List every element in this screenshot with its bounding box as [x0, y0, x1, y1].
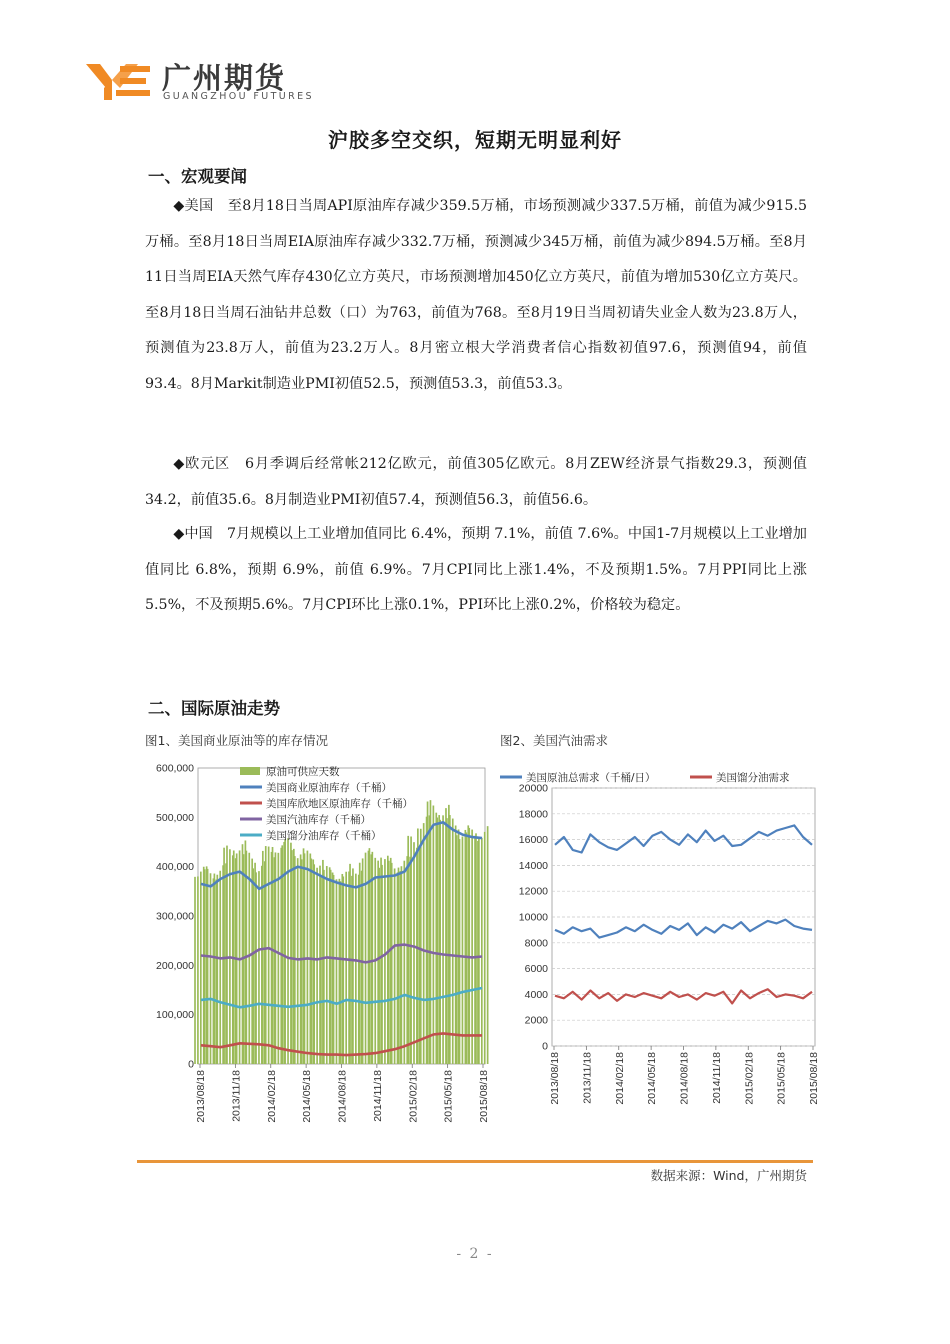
- bar: [478, 839, 480, 1064]
- bar: [378, 868, 380, 1064]
- bar: [401, 866, 403, 1064]
- section-heading-crude: 二、国际原油走势: [148, 699, 280, 718]
- bar: [336, 879, 338, 1064]
- bar: [200, 872, 202, 1064]
- bar: [381, 865, 383, 1064]
- x-tick-label: 2015/02/18: [407, 1070, 420, 1123]
- bar: [342, 876, 344, 1064]
- y-tick-label: 0: [542, 1040, 548, 1053]
- bar: [484, 832, 486, 1064]
- y-tick-label: 600,000: [156, 762, 194, 775]
- x-tick-label: 2014/11/18: [371, 1070, 384, 1122]
- bar: [345, 872, 347, 1064]
- bar: [475, 833, 477, 1064]
- y-tick-label: 14000: [518, 859, 548, 872]
- bar: [446, 818, 448, 1064]
- legend-label: 美国馏分油需求: [716, 772, 790, 784]
- bar: [316, 868, 318, 1064]
- bar: [442, 815, 444, 1064]
- x-tick-label: 2015/02/18: [743, 1052, 756, 1105]
- bar: [301, 859, 303, 1064]
- bar: [204, 869, 206, 1064]
- bar: [214, 874, 216, 1064]
- x-tick-label: 2015/05/18: [442, 1070, 455, 1123]
- bar: [481, 838, 483, 1064]
- x-tick-label: 2013/11/18: [230, 1070, 243, 1122]
- paragraph-us: ◆美国 至8月18日当周API原油库存减少359.5万桶，市场预测减少337.5万桶，前值为减少915.5万桶。至8月18日当周EIA原油库存减少332.7万桶，预测减少345万桶，前值为减少894.5万桶。至8月11日当周EIA天然气库存430亿立方英尺，市场预测增加450亿立方英尺，前值为增加530亿立方英尺。至8月18日当周石油钻井总数（口）为763，前值为768。至8月19日当周初请失业金人数为23.8万人，预测值为23.8万人，前值为23.2万人。8月密立根大学消费者信心指数初值97.6，预测值94，前值93.4。8月Markit制造业PMI初值52.5，预测值53.3，前值53.3。: [145, 198, 807, 392]
- bar: [420, 829, 422, 1064]
- series-line: [555, 825, 812, 852]
- bar: [468, 828, 470, 1064]
- bar: [449, 815, 451, 1064]
- bar: [226, 846, 228, 1064]
- bar: [352, 868, 354, 1064]
- figure1-caption: 图1、美国商业原油等的库存情况: [145, 733, 328, 748]
- bar: [277, 853, 279, 1064]
- x-tick-label: 2014/02/18: [613, 1052, 626, 1105]
- legend-label: 美国馏分油库存（千桶）: [266, 830, 382, 842]
- bar: [265, 846, 267, 1064]
- bar: [326, 866, 328, 1064]
- bar: [197, 876, 199, 1064]
- bar: [436, 818, 438, 1064]
- x-tick-label: 2013/11/18: [581, 1052, 594, 1104]
- x-tick-label: 2014/05/18: [646, 1052, 659, 1105]
- bar: [394, 868, 396, 1064]
- legend-label: 美国库欣地区原油库存（千桶）: [266, 798, 413, 810]
- y-tick-label: 300,000: [156, 910, 194, 923]
- bar: [297, 858, 299, 1064]
- legend-label: 美国商业原油库存（千桶）: [266, 782, 392, 794]
- bar: [371, 852, 373, 1064]
- bar: [333, 875, 335, 1064]
- y-tick-label: 4000: [524, 988, 548, 1001]
- bar: [320, 875, 322, 1064]
- legend-label: 美国原油总需求（千桶/日）: [526, 772, 656, 784]
- y-tick-label: 12000: [518, 885, 548, 898]
- y-tick-label: 0: [188, 1058, 194, 1071]
- x-tick-label: 2015/05/18: [775, 1052, 788, 1105]
- bar: [384, 859, 386, 1064]
- bar: [487, 826, 489, 1064]
- x-tick-label: 2014/11/18: [710, 1052, 723, 1104]
- bar: [462, 837, 464, 1064]
- bar: [258, 871, 260, 1064]
- bar: [413, 842, 415, 1064]
- brand-name-en: GUANGZHOU FUTURES: [163, 91, 314, 102]
- y-tick-label: 16000: [518, 834, 548, 847]
- company-logo-icon: [86, 58, 156, 102]
- bar: [210, 873, 212, 1064]
- x-tick-label: 2015/08/18: [808, 1052, 820, 1105]
- bar: [216, 875, 218, 1064]
- x-tick-label: 2015/08/18: [478, 1070, 490, 1123]
- bar: [223, 848, 225, 1064]
- y-tick-label: 500,000: [156, 811, 194, 824]
- bar: [403, 861, 405, 1064]
- bar: [398, 868, 400, 1064]
- y-tick-label: 20000: [518, 782, 548, 795]
- bar: [407, 836, 409, 1064]
- paragraph-euro: ◆欧元区 6月季调后经常帐212亿欧元，前值305亿欧元。8月ZEW经济景气指数29.3，预测值34.2，前值35.6。8月制造业PMI初值57.4，预测值56.3，前值56.6。: [145, 456, 807, 508]
- y-tick-label: 400,000: [156, 861, 194, 874]
- page-title: 沪胶多空交织，短期无明显利好: [328, 128, 622, 152]
- x-tick-label: 2014/02/18: [265, 1070, 278, 1123]
- paragraph-china: ◆中国 7月规模以上工业增加值同比 6.4%，预期 7.1%，前值 7.6%。中国1-7月规模以上工业增加值同比 6.8%，预期 6.9%，前值 6.9%。7月CPI同比上涨1.4%，不及预期1.5%。7月PPI同比上涨5.5%，不及预期5.6%。7月CPI环比上涨0.1%，PPI环比上涨0.2%，价格较为稳定。: [145, 526, 807, 613]
- legend-label: 原油可供应天数: [266, 766, 340, 778]
- bar: [313, 864, 315, 1064]
- chart-demand: [500, 756, 820, 1138]
- bar: [423, 823, 425, 1064]
- footer-rule: [137, 1160, 813, 1163]
- x-tick-label: 2013/08/18: [195, 1070, 207, 1123]
- bar: [465, 832, 467, 1064]
- bar: [452, 819, 454, 1064]
- bar: [391, 863, 393, 1064]
- page-number: - 2 -: [456, 1246, 494, 1262]
- y-tick-label: 100,000: [156, 1009, 194, 1022]
- bar: [194, 877, 196, 1064]
- bar: [439, 820, 441, 1064]
- legend-label: 美国汽油库存（千桶）: [266, 814, 371, 826]
- bar: [430, 800, 432, 1064]
- y-tick-label: 18000: [518, 808, 548, 821]
- bar: [349, 864, 351, 1064]
- brand-name: 广州期货: [162, 61, 287, 95]
- bar: [417, 828, 419, 1064]
- bar: [388, 861, 390, 1064]
- bar: [433, 806, 435, 1064]
- bar: [340, 881, 342, 1064]
- bar: [262, 851, 264, 1064]
- bar: [239, 850, 241, 1064]
- data-source: 数据来源：Wind，广州期货: [650, 1168, 807, 1183]
- y-tick-label: 2000: [524, 1014, 548, 1027]
- bar: [248, 853, 250, 1064]
- bar: [359, 863, 361, 1064]
- bar: [219, 871, 221, 1064]
- x-tick-label: 2014/08/18: [678, 1052, 691, 1105]
- y-tick-label: 8000: [524, 937, 548, 950]
- bar: [330, 870, 332, 1064]
- bar: [310, 859, 312, 1064]
- bar: [252, 868, 254, 1064]
- figure2-caption: 图2、美国汽油需求: [500, 733, 608, 748]
- series-line: [555, 920, 812, 938]
- bar: [275, 852, 277, 1064]
- bar: [459, 839, 461, 1064]
- bar: [456, 835, 458, 1064]
- section-heading-macro: 一、宏观要闻: [148, 167, 247, 186]
- bar: [471, 830, 473, 1064]
- bar: [268, 847, 270, 1064]
- bar: [207, 869, 209, 1064]
- bar: [255, 872, 257, 1064]
- bar: [355, 874, 357, 1064]
- x-tick-label: 2013/08/18: [549, 1052, 561, 1105]
- x-tick-label: 2014/05/18: [301, 1070, 314, 1123]
- bar: [323, 870, 325, 1064]
- y-tick-label: 10000: [518, 911, 548, 924]
- bar: [272, 847, 274, 1064]
- x-tick-label: 2014/08/18: [336, 1070, 349, 1123]
- y-tick-label: 200,000: [156, 959, 194, 972]
- bar: [410, 836, 412, 1064]
- legend-swatch: [240, 767, 260, 775]
- series-line: [555, 989, 812, 1003]
- y-tick-label: 6000: [524, 963, 548, 976]
- bar: [427, 802, 429, 1064]
- chart-inventory: [140, 756, 490, 1138]
